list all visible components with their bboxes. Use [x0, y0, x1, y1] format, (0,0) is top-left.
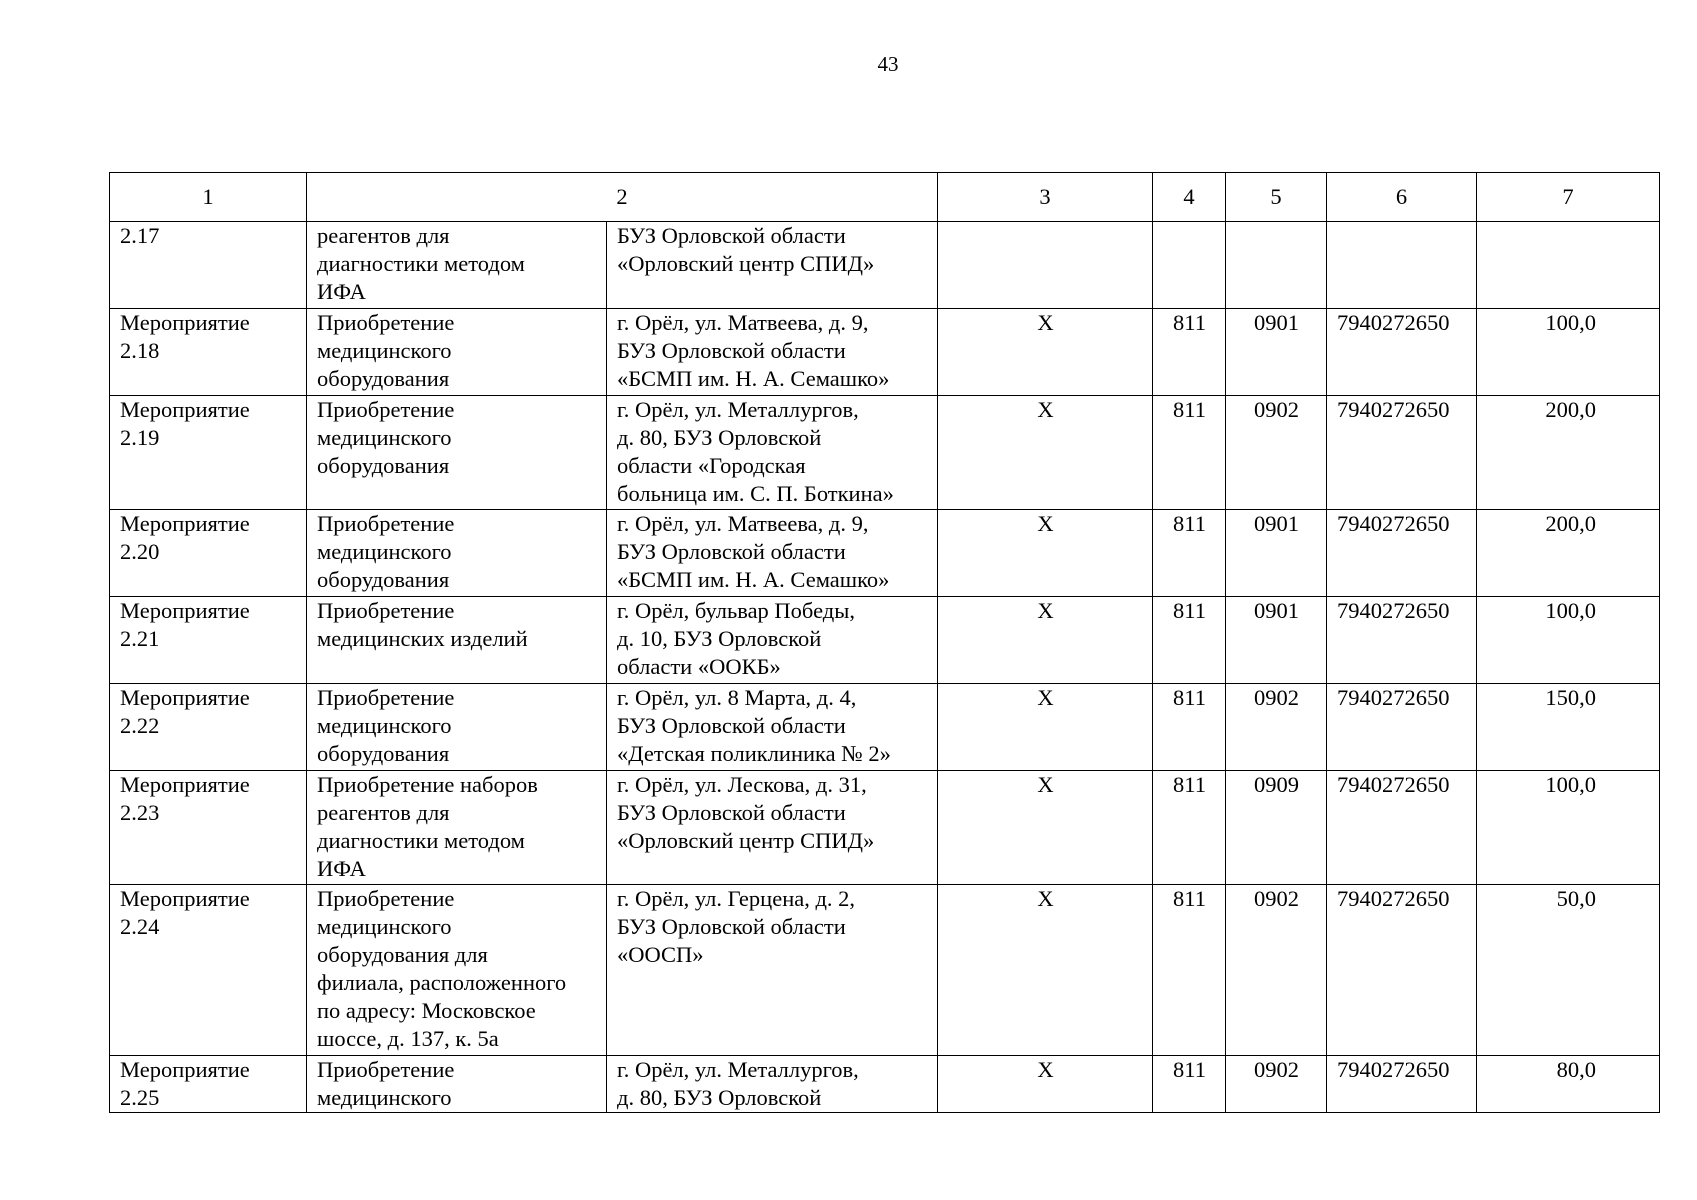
col7-cell: 80,0 — [1477, 1056, 1660, 1113]
table-row — [110, 771, 1660, 885]
event-id-cell-line: 2.24 — [120, 914, 160, 939]
location-cell-line: «БСМП им. Н. А. Семашко» — [617, 366, 890, 391]
event-id-cell-line: Мероприятие — [120, 1057, 250, 1082]
col5-cell: 0902 — [1226, 396, 1327, 510]
event-name-cell-line: диагностики методом — [317, 251, 525, 276]
event-name-cell-line: филиала, расположенного — [317, 970, 567, 995]
location-cell-line: г. Орёл, ул. Герцена, д. 2, — [617, 886, 856, 911]
event-id-cell-line: 2.20 — [120, 539, 160, 564]
location-cell-line: БУЗ Орловской области — [617, 539, 846, 564]
col3-cell: X — [938, 684, 1153, 771]
event-name-cell-line: по адресу: Московское — [317, 998, 536, 1023]
location-cell — [607, 885, 938, 1056]
event-id-cell — [110, 597, 307, 684]
col4-cell: 811 — [1153, 684, 1226, 771]
event-name-cell — [307, 309, 607, 396]
header-col-3: 3 — [938, 173, 1153, 222]
col4-cell: 811 — [1153, 885, 1226, 1056]
event-name-cell-line: оборудования — [317, 453, 450, 478]
location-cell-line: «Орловский центр СПИД» — [617, 828, 875, 853]
col4-cell: 811 — [1153, 309, 1226, 396]
header-col-2: 2 — [307, 173, 938, 222]
location-cell-line: БУЗ Орловской области — [617, 800, 846, 825]
event-id-cell-line: 2.22 — [120, 713, 160, 738]
table-row — [110, 309, 1660, 396]
event-id-cell-line: Мероприятие — [120, 310, 250, 335]
location-cell-line: области «Городская — [617, 453, 806, 478]
col7-cell: 50,0 — [1477, 885, 1660, 1056]
event-id-cell — [110, 684, 307, 771]
table-row — [110, 222, 1660, 309]
col7-cell: 100,0 — [1477, 309, 1660, 396]
col7-cell: 200,0 — [1477, 510, 1660, 597]
event-name-cell-line: Приобретение — [317, 511, 455, 536]
location-cell-line: д. 80, БУЗ Орловской — [617, 1085, 822, 1110]
event-name-cell — [307, 396, 607, 510]
location-cell-line: БУЗ Орловской области — [617, 223, 846, 248]
col7-cell: 150,0 — [1477, 684, 1660, 771]
col3-cell: X — [938, 309, 1153, 396]
event-name-cell-line: медицинского — [317, 539, 452, 564]
col6-cell: 7940272650 — [1327, 1056, 1477, 1113]
event-id-cell-line: Мероприятие — [120, 397, 250, 422]
header-col-1: 1 — [110, 173, 307, 222]
col6-cell: 7940272650 — [1327, 396, 1477, 510]
event-name-cell-line: медицинских изделий — [317, 626, 528, 651]
col7-cell — [1477, 222, 1660, 309]
table-row — [110, 684, 1660, 771]
col7-cell: 100,0 — [1477, 771, 1660, 885]
col3-cell: X — [938, 771, 1153, 885]
col7-cell: 200,0 — [1477, 396, 1660, 510]
event-name-cell — [307, 684, 607, 771]
event-name-cell-line: реагентов для — [317, 800, 450, 825]
col6-cell: 7940272650 — [1327, 885, 1477, 1056]
header-col-5: 5 — [1226, 173, 1327, 222]
event-name-cell — [307, 771, 607, 885]
event-id-cell — [110, 771, 307, 885]
event-id-cell — [110, 222, 307, 309]
event-name-cell-line: диагностики методом — [317, 828, 525, 853]
event-id-cell — [110, 1056, 307, 1113]
event-name-cell-line: оборудования для — [317, 942, 488, 967]
col6-cell: 7940272650 — [1327, 597, 1477, 684]
table-row — [110, 510, 1660, 597]
location-cell — [607, 222, 938, 309]
event-id-cell — [110, 309, 307, 396]
location-cell-line: области «ООКБ» — [617, 654, 781, 679]
event-name-cell-line: оборудования — [317, 741, 450, 766]
col7-cell: 100,0 — [1477, 597, 1660, 684]
location-cell-line: больница им. С. П. Боткина» — [617, 481, 894, 506]
event-name-cell-line: Приобретение — [317, 685, 455, 710]
event-name-cell-line: Приобретение наборов — [317, 772, 538, 797]
page-number: 43 — [877, 52, 899, 76]
event-id-cell-line: 2.18 — [120, 338, 160, 363]
location-cell-line: БУЗ Орловской области — [617, 338, 846, 363]
location-cell-line: г. Орёл, ул. Матвеева, д. 9, — [617, 511, 869, 536]
col4-cell: 811 — [1153, 771, 1226, 885]
budget-table — [109, 172, 1660, 1113]
table-row — [110, 597, 1660, 684]
col5-cell — [1226, 222, 1327, 309]
location-cell-line: д. 80, БУЗ Орловской — [617, 425, 822, 450]
location-cell-line: «ООСП» — [617, 942, 704, 967]
location-cell — [607, 510, 938, 597]
location-cell — [607, 597, 938, 684]
col3-cell: X — [938, 597, 1153, 684]
event-name-cell — [307, 510, 607, 597]
location-cell-line: г. Орёл, ул. Лескова, д. 31, — [617, 772, 867, 797]
col6-cell: 7940272650 — [1327, 684, 1477, 771]
location-cell-line: «БСМП им. Н. А. Семашко» — [617, 567, 890, 592]
event-name-cell-line: медицинского — [317, 713, 452, 738]
event-name-cell-line: Приобретение — [317, 310, 455, 335]
col5-cell: 0901 — [1226, 309, 1327, 396]
event-id-cell — [110, 885, 307, 1056]
event-name-cell — [307, 1056, 607, 1113]
event-name-cell-line: Приобретение — [317, 886, 455, 911]
location-cell — [607, 396, 938, 510]
table-header-row — [110, 173, 1660, 222]
event-name-cell — [307, 885, 607, 1056]
event-id-cell-line: 2.25 — [120, 1085, 160, 1110]
event-id-cell-line: Мероприятие — [120, 772, 250, 797]
table-row — [110, 396, 1660, 510]
event-id-cell-line: Мероприятие — [120, 886, 250, 911]
event-id-cell-line: Мероприятие — [120, 598, 250, 623]
event-id-cell-line: Мероприятие — [120, 511, 250, 536]
event-name-cell-line: медицинского — [317, 914, 452, 939]
table-row — [110, 1056, 1660, 1113]
col4-cell: 811 — [1153, 1056, 1226, 1113]
event-name-cell-line: медицинского — [317, 338, 452, 363]
event-name-cell-line: ИФА — [317, 856, 366, 881]
location-cell-line: «Детская поликлиника № 2» — [617, 741, 891, 766]
table-row — [110, 885, 1660, 1056]
col6-cell: 7940272650 — [1327, 309, 1477, 396]
col5-cell: 0902 — [1226, 885, 1327, 1056]
col3-cell: X — [938, 396, 1153, 510]
event-name-cell-line: оборудования — [317, 567, 450, 592]
event-name-cell-line: медицинского — [317, 425, 452, 450]
col3-cell: X — [938, 510, 1153, 597]
event-name-cell-line: ИФА — [317, 279, 366, 304]
event-id-cell-line: 2.21 — [120, 626, 160, 651]
col5-cell: 0902 — [1226, 684, 1327, 771]
location-cell-line: г. Орёл, ул. Металлургов, — [617, 1057, 859, 1082]
location-cell-line: д. 10, БУЗ Орловской — [617, 626, 822, 651]
event-id-cell-line: 2.23 — [120, 800, 160, 825]
event-name-cell — [307, 597, 607, 684]
col5-cell: 0909 — [1226, 771, 1327, 885]
event-id-cell-line: 2.19 — [120, 425, 160, 450]
location-cell — [607, 771, 938, 885]
location-cell — [607, 309, 938, 396]
col3-cell: X — [938, 885, 1153, 1056]
col3-cell: X — [938, 1056, 1153, 1113]
header-col-4: 4 — [1153, 173, 1226, 222]
col6-cell: 7940272650 — [1327, 510, 1477, 597]
event-name-cell-line: медицинского — [317, 1085, 452, 1110]
event-name-cell-line: оборудования — [317, 366, 450, 391]
location-cell — [607, 1056, 938, 1113]
col3-cell — [938, 222, 1153, 309]
location-cell-line: БУЗ Орловской области — [617, 914, 846, 939]
col6-cell — [1327, 222, 1477, 309]
location-cell-line: г. Орёл, ул. Матвеева, д. 9, — [617, 310, 869, 335]
header-col-6: 6 — [1327, 173, 1477, 222]
col4-cell: 811 — [1153, 597, 1226, 684]
event-id-cell-line: 2.17 — [120, 223, 160, 248]
event-id-cell — [110, 510, 307, 597]
header-col-7: 7 — [1477, 173, 1660, 222]
event-name-cell — [307, 222, 607, 309]
location-cell-line: г. Орёл, ул. 8 Марта, д. 4, — [617, 685, 857, 710]
event-id-cell — [110, 396, 307, 510]
col4-cell: 811 — [1153, 510, 1226, 597]
location-cell-line: «Орловский центр СПИД» — [617, 251, 875, 276]
event-name-cell-line: Приобретение — [317, 397, 455, 422]
event-id-cell-line: Мероприятие — [120, 685, 250, 710]
col6-cell: 7940272650 — [1327, 771, 1477, 885]
col4-cell — [1153, 222, 1226, 309]
event-name-cell-line: реагентов для — [317, 223, 450, 248]
event-name-cell-line: Приобретение — [317, 598, 455, 623]
location-cell — [607, 684, 938, 771]
col4-cell: 811 — [1153, 396, 1226, 510]
col5-cell: 0901 — [1226, 597, 1327, 684]
col5-cell: 0902 — [1226, 1056, 1327, 1113]
col5-cell: 0901 — [1226, 510, 1327, 597]
event-name-cell-line: шоссе, д. 137, к. 5а — [317, 1026, 499, 1051]
location-cell-line: г. Орёл, ул. Металлургов, — [617, 397, 859, 422]
location-cell-line: г. Орёл, бульвар Победы, — [617, 598, 855, 623]
location-cell-line: БУЗ Орловской области — [617, 713, 846, 738]
event-name-cell-line: Приобретение — [317, 1057, 455, 1082]
